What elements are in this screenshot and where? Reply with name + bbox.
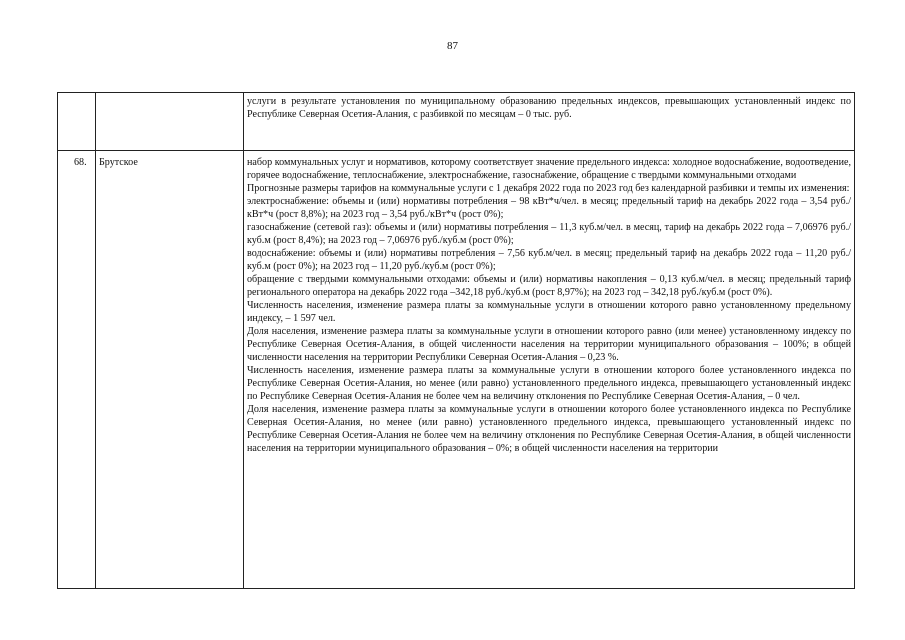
paragraph-waste: обращение с твердыми коммунальными отходами: объемы и (или) нормативы накопления – 0,13 куб.м/чел. в месяц; предельный тариф регионального оператора на декабрь 2022 года –342,18 руб./куб.м (рост 8,97%); на 2023 год – 342,18 руб./куб.м (рост 0%). bbox=[247, 274, 851, 298]
cell-description bbox=[244, 151, 855, 589]
data-table bbox=[57, 92, 855, 589]
table-row-continuation bbox=[58, 93, 855, 151]
paragraph-electricity: электроснабжение: объемы и (или) нормативы потребления – 98 кВт*ч/чел. в месяц; предельный тариф на декабрь 2022 года – 3,54 руб./кВт*ч (рост 8,8%); на 2023 год – 3,54 руб./кВт*ч (рост 0%); bbox=[247, 196, 851, 220]
paragraph-water: водоснабжение: объемы и (или) нормативы потребления – 7,56 куб.м/чел. в месяц; предельный тариф на декабрь 2022 года – 11,20 руб./куб.м (рост 0%); на 2023 год – 11,20 руб./куб.м (рост 0%); bbox=[247, 248, 851, 272]
page-number: 87 bbox=[447, 40, 458, 52]
paragraph: услуги в результате установления по муниципальному образованию предельных индексов, превышающих установленный индекс по Республике Северная Осетия-Алания, с разбивкой по месяцам – 0 тыс. руб. bbox=[247, 96, 851, 120]
paragraph-gas: газоснабжение (сетевой газ): объемы и (или) нормативы потребления – 11,3 куб.м/чел. в месяц, тариф на декабрь 2022 года – 7,06976 руб./куб.м (рост 8,4%); на 2023 год – 7,06976 руб./куб.м (рост 0%); bbox=[247, 222, 851, 246]
paragraph-population-equal: Численность населения, изменение размера платы за коммунальные услуги в отношении которого равно установленному предельному индексу, – 1 597 чел. bbox=[247, 300, 851, 324]
cell-number bbox=[58, 93, 96, 151]
cell-municipality bbox=[96, 93, 244, 151]
paragraph-share-equal: Доля населения, изменение размера платы за коммунальные услуги в отношении которого равно (или менее) установленному индексу по Республике Северная Осетия-Алания, в общей численности населения на территории муниципального образования – 100%; в общей численности населения на территории Республики Северная Осетия-Алания – 0,23 %. bbox=[247, 326, 851, 363]
cell-number: 68. bbox=[58, 151, 96, 589]
table-row-68 bbox=[58, 151, 855, 589]
cell-municipality: Брутское bbox=[96, 151, 244, 589]
paragraph-share-above: Доля населения, изменение размера платы за коммунальные услуги в отношении которого более установленного индекса по Республике Северная Осетия-Алания, но менее (или равно) установленного предельного индекса, превышающего установленный индекс по Республике Северная Осетия-Алания не более чем на величину отклонения по Республике Северная Осетия-Алания, в общей численности населения на территории муниципального образования – 0%; в общей численности населения на территории bbox=[247, 404, 851, 454]
paragraph-population-above: Численность населения, изменение размера платы за коммунальные услуги в отношении которого более установленного индекса по Республике Северная Осетия-Алания, но менее (или равно) установленного предельного индекса, превышающего установленный индекс по Республике Северная Осетия-Алания не более чем на величину отклонения по Республике Северная Осетия-Алания, – 0 чел. bbox=[247, 365, 851, 402]
paragraph-forecast-tariffs: Прогнозные размеры тарифов на коммунальные услуги с 1 декабря 2022 года по 2023 год без календарной разбивки и темпы их изменения: bbox=[247, 183, 850, 194]
paragraph-services-set: набор коммунальных услуг и нормативов, которому соответствует значение предельного индекса: холодное водоснабжение, водоотведение, горячее водоснабжение, теплоснабжение, электроснабжение, газоснабжение, обращение с твердыми коммунальными отходами bbox=[247, 157, 851, 181]
cell-description bbox=[244, 93, 855, 151]
